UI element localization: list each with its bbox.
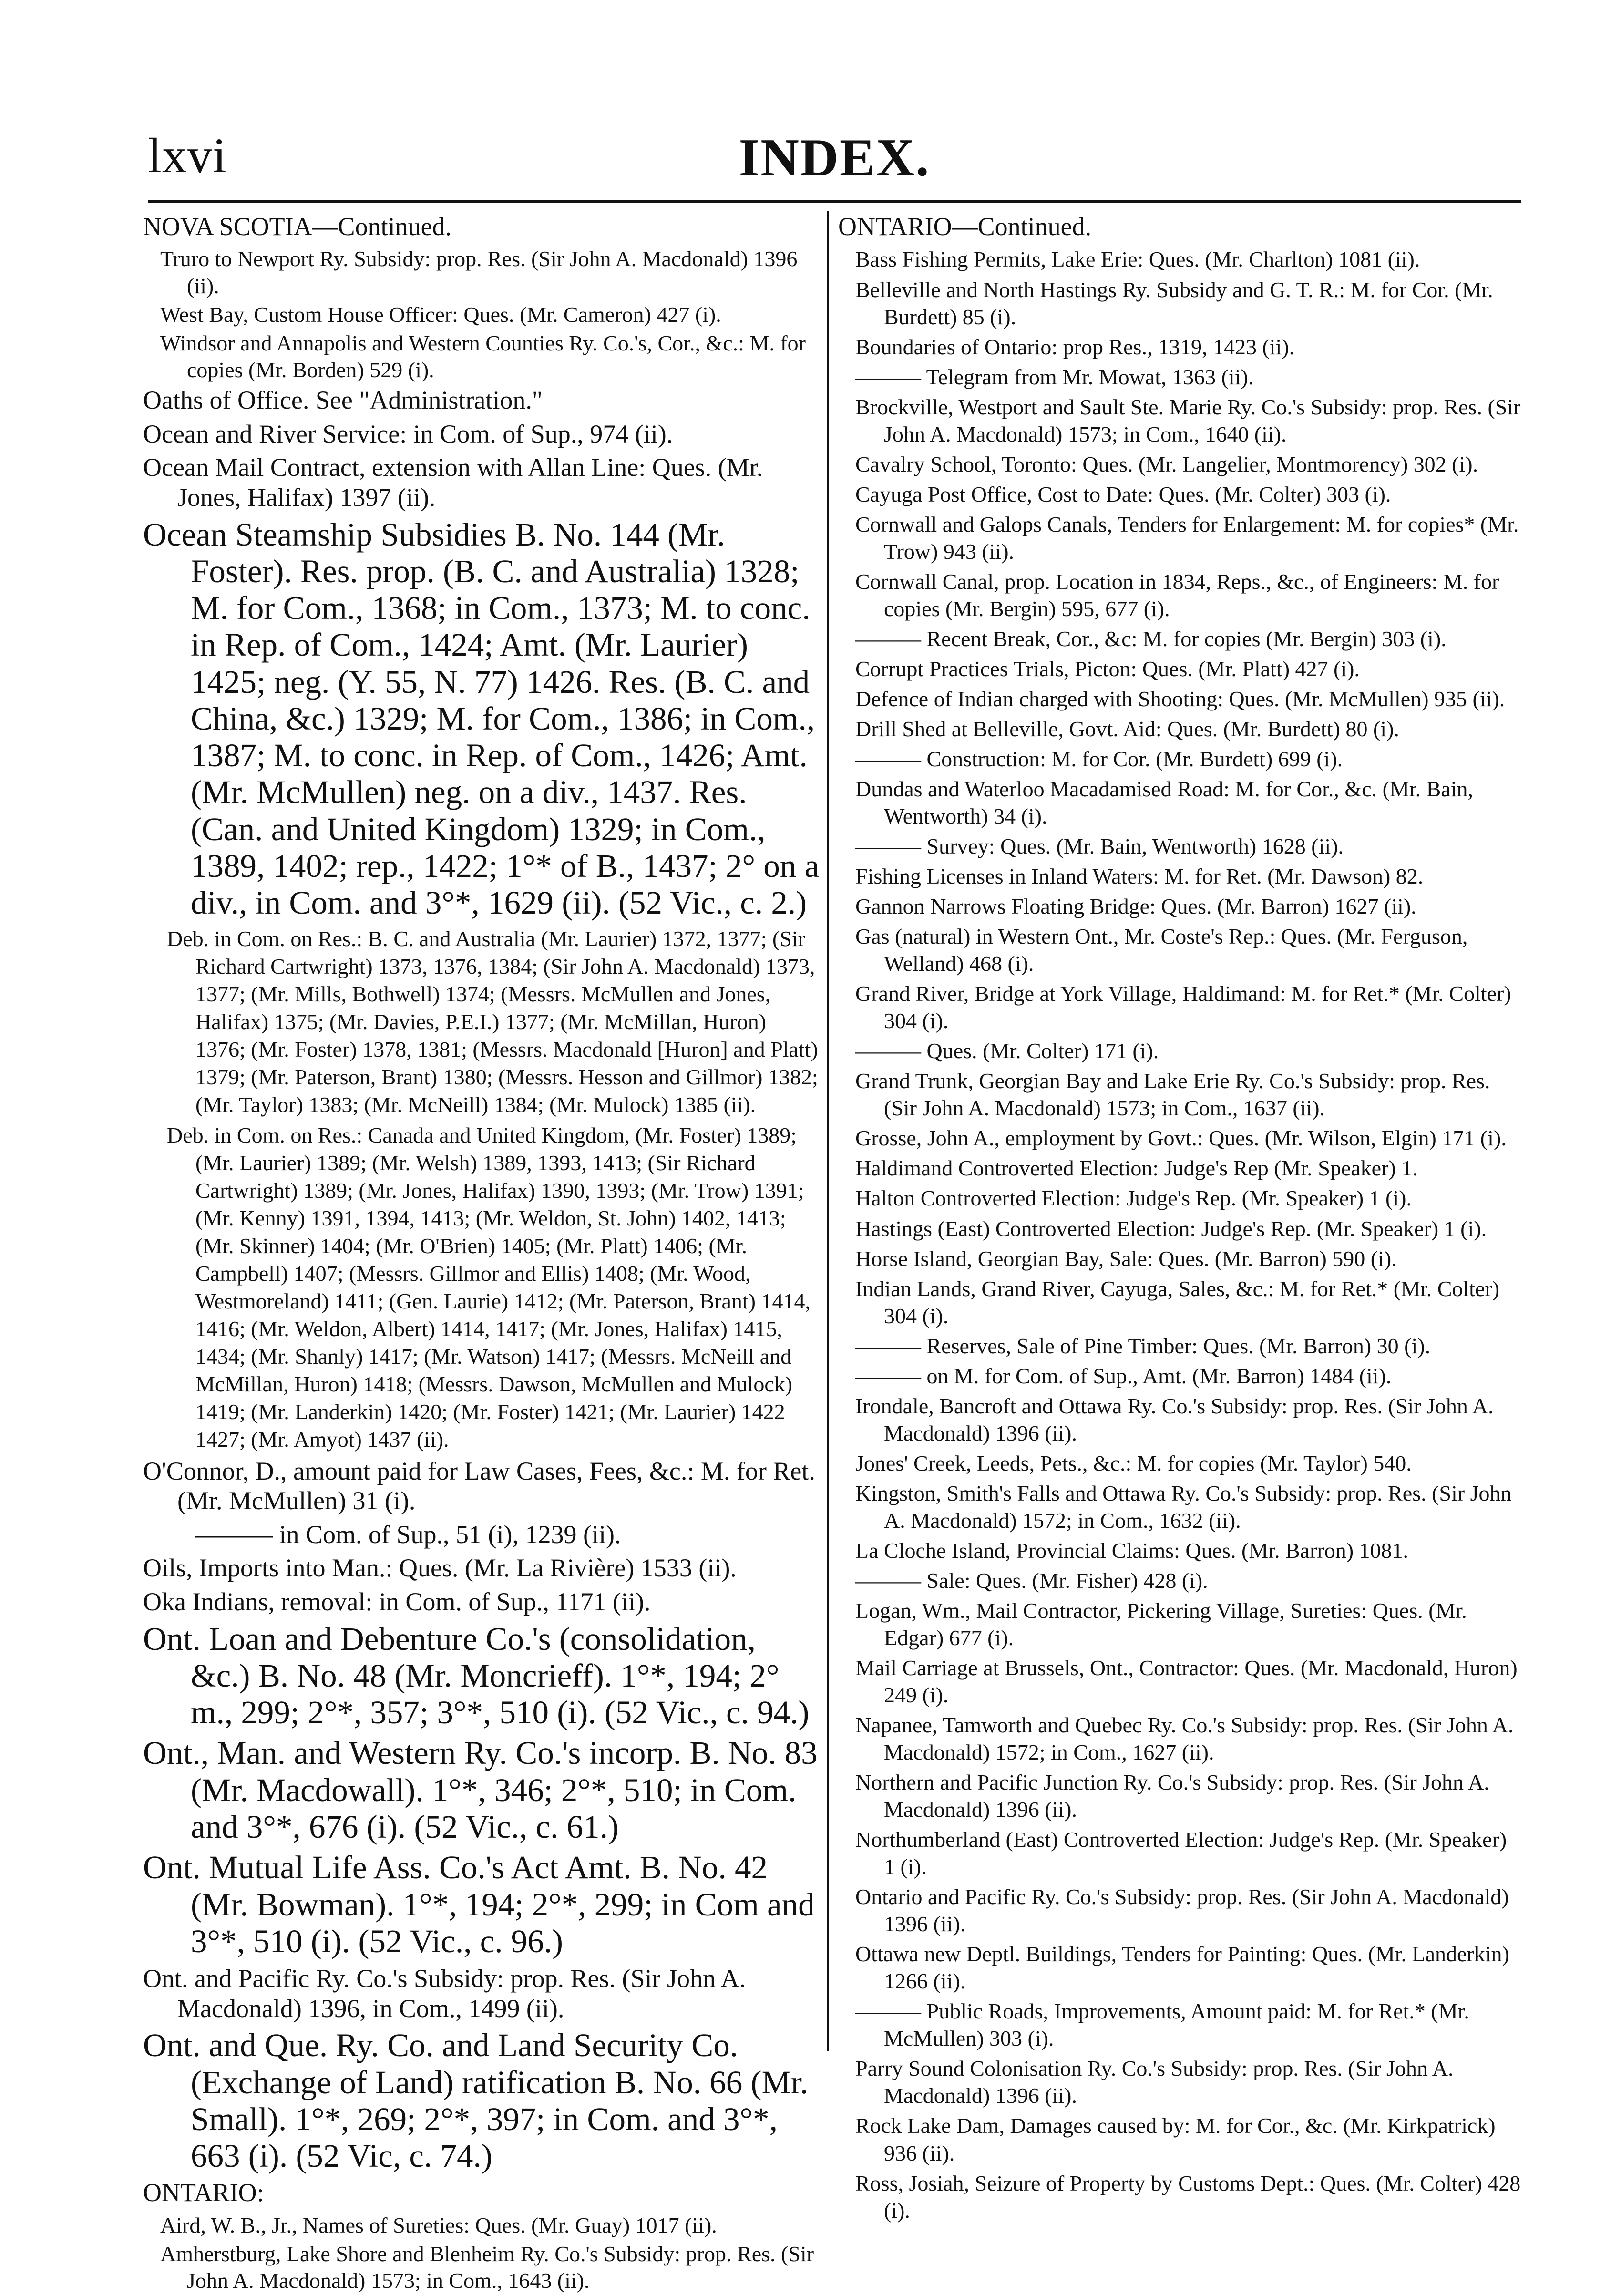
index-entry: Mail Carriage at Brussels, Ont., Contractor: Ques. (Mr. Macdonald, Huron) 249 (i). (855, 1655, 1518, 1707)
index-entry: Cornwall and Galops Canals, Tenders for Enlargement: M. for copies* (Mr. Trow) 943 (ii). (855, 512, 1519, 564)
index-entry: Ont. and Pacific Ry. Co.'s Subsidy: prop. Res. (Sir John A. Macdonald) 1396, in Com., 1499 (ii). (143, 1964, 746, 2023)
index-entry: Halton Controverted Election: Judge's Rep. (Mr. Speaker) 1 (i). (855, 1186, 1412, 1211)
index-entry: Oka Indians, removal: in Com. of Sup., 1171 (ii). (143, 1587, 651, 1616)
index-entry: Deb. in Com. on Res.: B. C. and Australia (Mr. Laurier) 1372, 1377; (Sir Richard Cartwright) 1373, 1376, 1384; (Sir John A. Macdonald) 1373, 1377; (Mr. Mills, Bothwell) 1374; (Messrs. McMullen and Jones, Halifax) 1375; (Mr. Davies, P.E.I.) 1377; (Mr. McMillan, Huron) 1376; (Mr. Foster) 1378, 1381; (Messrs. Macdonald [Huron] and Platt) 1379; (Mr. Paterson, Brant) 1380; (Messrs. Hesson and Gillmor) 1382; (Mr. Taylor) 1383; (Mr. McNeill) 1384; (Mr. Mulock) 1385 (ii). (167, 927, 818, 1117)
header-rule (148, 200, 1521, 203)
index-entry: O'Connor, D., amount paid for Law Cases, Fees, &c.: M. for Ret. (Mr. McMullen) 31 (i). (143, 1456, 815, 1515)
index-entry: ——— in Com. of Sup., 51 (i), 1239 (ii). (195, 1520, 621, 1549)
index-entry: ——— Public Roads, Improvements, Amount paid: M. for Ret.* (Mr. McMullen) 303 (i). (855, 1999, 1469, 2051)
index-entry: Ont. and Que. Ry. Co. and Land Security Co. (Exchange of Land) ratification B. No. 66 (Mr. Small). 1°*, 269; 2°*, 397; in Com. and 3°*, 663 (i). (52 Vic, c. 74.) (143, 2027, 809, 2174)
index-entry: Ont. Mutual Life Ass. Co.'s Act Amt. B. No. 42 (Mr. Bowman). 1°*, 194; 2°*, 299; in Com and 3°*, 510 (i). (52 Vic., c. 96.) (143, 1849, 815, 1959)
index-entry: Cavalry School, Toronto: Ques. (Mr. Langelier, Montmorency) 302 (i). (855, 452, 1478, 476)
index-entry: Defence of Indian charged with Shooting: Ques. (Mr. McMullen) 935 (ii). (855, 686, 1505, 711)
index-entry: Cornwall Canal, prop. Location in 1834, Reps., &c., of Engineers: M. for copies (Mr. Bergin) 595, 677 (i). (855, 569, 1499, 621)
index-entry: Ottawa new Deptl. Buildings, Tenders for Painting: Ques. (Mr. Landerkin) 1266 (ii). (855, 1942, 1509, 1994)
index-entry: Logan, Wm., Mail Contractor, Pickering Village, Sureties: Ques. (Mr. Edgar) 677 (i). (855, 1598, 1467, 1650)
index-entry: Corrupt Practices Trials, Picton: Ques. (Mr. Platt) 427 (i). (855, 656, 1360, 681)
index-entry: Parry Sound Colonisation Ry. Co.'s Subsidy: prop. Res. (Sir John A. Macdonald) 1396 (ii). (855, 2056, 1454, 2108)
left-column (143, 212, 820, 2296)
index-entry: ——— Recent Break, Cor., &c: M. for copies (Mr. Bergin) 303 (i). (855, 626, 1447, 651)
index-entry: Horse Island, Georgian Bay, Sale: Ques. (Mr. Barron) 590 (i). (855, 1246, 1397, 1271)
index-entry: ONTARIO: (143, 2178, 264, 2207)
index-entry: Hastings (East) Controverted Election: Judge's Rep. (Mr. Speaker) 1 (i). (855, 1216, 1487, 1241)
index-entry: Irondale, Bancroft and Ottawa Ry. Co.'s Subsidy: prop. Res. (Sir John A. Macdonald) 1396 (ii). (855, 1393, 1494, 1445)
page-title: INDEX. (739, 128, 930, 187)
index-entry: Oils, Imports into Man.: Ques. (Mr. La Rivière) 1533 (ii). (143, 1554, 737, 1583)
index-entry: Dundas and Waterloo Macadamised Road: M. for Cor., &c. (Mr. Bain, Wentworth) 34 (i). (855, 777, 1473, 829)
index-entry: Aird, W. B., Jr., Names of Sureties: Ques. (Mr. Guay) 1017 (ii). (160, 2213, 717, 2237)
index-entry: ——— Telegram from Mr. Mowat, 1363 (ii). (855, 364, 1254, 389)
index-entry: Windsor and Annapolis and Western Counties Ry. Co.'s, Cor., &c.: M. for copies (Mr. Borden) 529 (i). (160, 330, 806, 382)
page-header (148, 128, 1521, 207)
index-entry: La Cloche Island, Provincial Claims: Ques. (Mr. Barron) 1081. (855, 1538, 1409, 1563)
index-entry: Ont. Loan and Debenture Co.'s (consolidation, &c.) B. No. 48 (Mr. Moncrieff). 1°*, 194; 2° m., 299; 2°*, 357; 3°*, 510 (i). (52 Vic., c. 94.) (143, 1620, 810, 1731)
index-entry: ——— Ques. (Mr. Colter) 171 (i). (855, 1039, 1159, 1063)
index-entry: Belleville and North Hastings Ry. Subsidy and G. T. R.: M. for Cor. (Mr. Burdett) 85 (i). (855, 277, 1493, 329)
index-entry: Bass Fishing Permits, Lake Erie: Ques. (Mr. Charlton) 1081 (ii). (855, 247, 1420, 272)
index-entry: ——— Reserves, Sale of Pine Timber: Ques. (Mr. Barron) 30 (i). (855, 1333, 1431, 1358)
index-entry: Fishing Licenses in Inland Waters: M. for Ret. (Mr. Dawson) 82. (855, 864, 1424, 889)
index-entry: ——— Construction: M. for Cor. (Mr. Burdett) 699 (i). (855, 747, 1343, 771)
index-entry: Ocean and River Service: in Com. of Sup., 974 (ii). (143, 419, 673, 448)
right-entries (838, 246, 1521, 2224)
right-column (838, 212, 1521, 2227)
index-entry: Ocean Mail Contract, extension with Allan Line: Ques. (Mr. Jones, Halifax) 1397 (ii). (143, 453, 763, 512)
index-entry: Northumberland (East) Controverted Election: Judge's Rep. (Mr. Speaker) 1 (i). (855, 1827, 1507, 1879)
index-entry: ——— Survey: Ques. (Mr. Bain, Wentworth) 1628 (ii). (855, 834, 1344, 859)
index-entry: Jones' Creek, Leeds, Pets., &c.: M. for copies (Mr. Taylor) 540. (855, 1451, 1412, 1475)
index-entry: Drill Shed at Belleville, Govt. Aid: Ques. (Mr. Burdett) 80 (i). (855, 716, 1399, 741)
index-entry: Ontario and Pacific Ry. Co.'s Subsidy: prop. Res. (Sir John A. Macdonald) 1396 (ii). (855, 1884, 1509, 1936)
index-entry: Oaths of Office. See "Administration." (143, 386, 543, 415)
index-entry: Rock Lake Dam, Damages caused by: M. for Cor., &c. (Mr. Kirkpatrick) 936 (ii). (855, 2113, 1496, 2165)
index-entry: Deb. in Com. on Res.: Canada and United Kingdom, (Mr. Foster) 1389; (Mr. Laurier) 1389; (Mr. Welsh) 1389, 1393, 1413; (Sir Richard Cartwright) 1389; (Mr. Jones, Halifax) 1390, 1393; (Mr. Trow) 1391; (Mr. Kenny) 1391, 1394, 1413; (Mr. Weldon, St. John) 1402, 1413; (Mr. Skinner) 1404; (Mr. O'Brien) 1405; (Mr. Platt) 1406; (Mr. Campbell) 1407; (Messrs. Gillmor and Ellis) 1408; (Mr. Wood, Westmoreland) 1411; (Gen. Laurie) 1412; (Mr. Paterson, Brant) 1414, 1416; (Mr. Weldon, Albert) 1414, 1417; (Mr. Jones, Halifax) 1415, 1434; (Mr. Shanly) 1417; (Mr. Watson) 1417; (Messrs. McNeill and McMillan, Huron) 1418; (Messrs. Dawson, McMullen and Mulock) 1419; (Mr. Landerkin) 1420; (Mr. Foster) 1421; (Mr. Laurier) 1422 1427; (Mr. Amyot) 1437 (ii). (167, 1123, 810, 1452)
page-number: lxvi (148, 128, 227, 183)
index-entry: Gannon Narrows Floating Bridge: Ques. (Mr. Barron) 1627 (ii). (855, 894, 1416, 919)
index-entry: Truro to Newport Ry. Subsidy: prop. Res. (Sir John A. Macdonald) 1396 (ii). (160, 247, 798, 298)
index-entry: Napanee, Tamworth and Quebec Ry. Co.'s Subsidy: prop. Res. (Sir John A. Macdonald) 1572; in Com., 1627 (ii). (855, 1713, 1514, 1765)
index-entry: Cayuga Post Office, Cost to Date: Ques. (Mr. Colter) 303 (i). (855, 482, 1391, 506)
index-entry: Ross, Josiah, Seizure of Property by Customs Dept.: Ques. (Mr. Colter) 428 (i). (855, 2171, 1521, 2223)
index-entry: ——— on M. for Com. of Sup., Amt. (Mr. Barron) 1484 (ii). (855, 1363, 1392, 1388)
index-entry: Boundaries of Ontario: prop Res., 1319, 1423 (ii). (855, 334, 1295, 359)
index-entry: Gas (natural) in Western Ont., Mr. Coste's Rep.: Ques. (Mr. Ferguson, Welland) 468 (i). (855, 924, 1468, 976)
index-entry: Grand River, Bridge at York Village, Haldimand: M. for Ret.* (Mr. Colter) 304 (i). (855, 981, 1511, 1033)
index-entry: Grand Trunk, Georgian Bay and Lake Erie Ry. Co.'s Subsidy: prop. Res. (Sir John A. Macdonald) 1573; in Com., 1637 (ii). (855, 1069, 1490, 1121)
index-entry: Brockville, Westport and Sault Ste. Marie Ry. Co.'s Subsidy: prop. Res. (Sir John A. Macdonald) 1573; in Com., 1640 (ii). (855, 394, 1521, 446)
index-entry: Ocean Steamship Subsidies B. No. 144 (Mr. Foster). Res. prop. (B. C. and Australia) 1328; M. for Com., 1368; in Com., 1373; M. to conc. in Rep. of Com., 1424; Amt. (Mr. Laurier) 1425; neg. (Y. 55, N. 77) 1426. Res. (B. C. and China, &c.) 1329; M. for Com., 1386; in Com., 1387; M. to conc. in Rep. of Com., 1426; Amt. (Mr. McMullen) neg. on a div., 1437. Res. (Can. and United Kingdom) 1329; in Com., 1389, 1402; rep., 1422; 1°* of B., 1437; 2° on a div., in Com. and 3°*, 1629 (ii). (52 Vic., c. 2.) (143, 516, 820, 921)
index-entry: Northern and Pacific Junction Ry. Co.'s Subsidy: prop. Res. (Sir John A. Macdonald) 1396 (ii). (855, 1770, 1489, 1822)
left-entries (143, 246, 820, 2294)
index-entry: Grosse, John A., employment by Govt.: Ques. (Mr. Wilson, Elgin) 171 (i). (855, 1126, 1507, 1151)
index-entry: Indian Lands, Grand River, Cayuga, Sales, &c.: M. for Ret.* (Mr. Colter) 304 (i). (855, 1276, 1500, 1328)
index-entry: Ont., Man. and Western Ry. Co.'s incorp. B. No. 83 (Mr. Macdowall). 1°*, 346; 2°*, 510; in Com. and 3°*, 676 (i). (52 Vic., c. 61.) (143, 1735, 818, 1845)
index-entry: Amherstburg, Lake Shore and Blenheim Ry. Co.'s Subsidy: prop. Res. (Sir John A. Macdonald) 1573; in Com., 1643 (ii). (160, 2241, 814, 2293)
index-entry: Kingston, Smith's Falls and Ottawa Ry. Co.'s Subsidy: prop. Res. (Sir John A. Macdonald) 1572; in Com., 1632 (ii). (855, 1481, 1512, 1533)
index-entry: West Bay, Custom House Officer: Ques. (Mr. Cameron) 427 (i). (160, 302, 721, 327)
section-head-nova-scotia: NOVA SCOTIA—Continued. (143, 212, 452, 241)
section-head-ontario: ONTARIO—Continued. (838, 212, 1092, 241)
index-entry: ——— Sale: Ques. (Mr. Fisher) 428 (i). (855, 1568, 1208, 1593)
index-entry: Haldimand Controverted Election: Judge's Rep (Mr. Speaker) 1. (855, 1156, 1418, 1181)
column-divider (827, 211, 829, 2051)
